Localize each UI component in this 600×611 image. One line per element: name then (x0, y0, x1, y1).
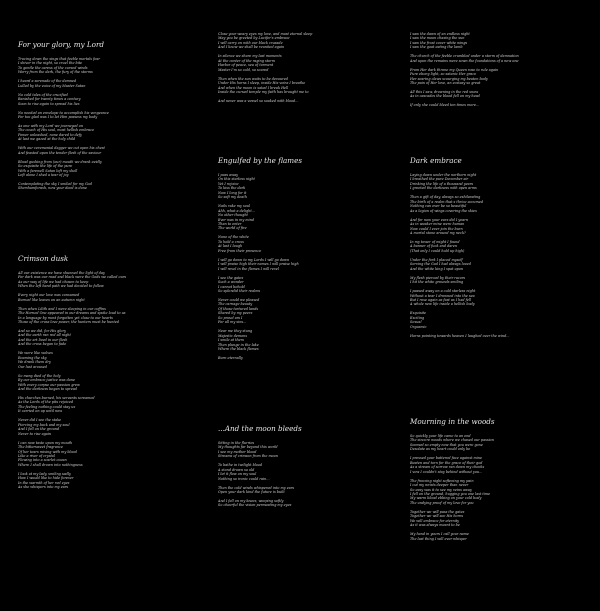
lyric-line: His churches burned, his servants screamed (18, 395, 95, 400)
lyric-line: Worry from the dark, the fury of the storms (18, 70, 93, 75)
stanza (410, 240, 596, 253)
stanza (18, 307, 208, 325)
stanza (18, 124, 208, 142)
lyric-line: Soon to rise again to spread his lies (18, 101, 80, 106)
lyric-line: Never to rise again (18, 431, 52, 436)
stanza (18, 329, 208, 347)
lyric-line: Horns pointing towards heaven I laughed over the wind... (410, 333, 510, 338)
lyric-line: The pain of Her love, an ecstasy so great (410, 81, 481, 86)
stanza (18, 293, 208, 302)
lyric-line: And when the moon is sated I break Hell (218, 85, 289, 90)
lyric-line: As she whispers into my ears (18, 485, 69, 490)
lyric-line: Exciting (410, 315, 425, 320)
lyric-line: Then when the sun waits to be devoured (218, 76, 288, 81)
lyric-line: The feeling nothing could stay us (18, 404, 76, 409)
lyric-line: So splendid their realms (218, 288, 261, 293)
stanza (218, 276, 404, 294)
lyric-line: With our ceremonial dagger we cut open his chest (18, 146, 105, 151)
song-section (218, 32, 404, 108)
song-section (18, 254, 208, 494)
lyric-line: May you be greeted by Lucifer's embrace (218, 36, 290, 41)
stanza (410, 434, 596, 452)
lyric-line: All this I saw, drowning in the red snow (410, 90, 479, 95)
stanza (410, 334, 596, 338)
lyric-line: I fell on the ground, hugging you one last time (410, 491, 491, 496)
lyric-line: Of those tortured lands (218, 306, 259, 311)
lyric-line: And upon the remains were sown the foundations of a new one (410, 58, 519, 63)
lyric-line: And the white king I spat upon (410, 266, 464, 271)
stanza (410, 289, 596, 307)
lyric-line: My flesh pierced by their razors (410, 275, 466, 280)
lyric-line: No cold tales of the crucified (18, 92, 68, 97)
lyric-line: From Her dark throne my Queen rose to rule again (410, 67, 499, 72)
lyric-line: Open your dark kind the future is built (218, 490, 285, 495)
lyric-line: So easy was it to see my veins away (410, 487, 472, 492)
lyric-line: Seemed so empty now that you were gone (410, 442, 483, 447)
lyric-line: Together we will pass the gates (410, 509, 465, 514)
lyric-line: The sincere woods where we chased our passion (410, 438, 494, 443)
stanza (218, 204, 404, 231)
lyric-line: I will carry on with our black crusade (218, 40, 283, 45)
stanza (18, 374, 208, 392)
lyric-line: I shiver in the night, so cruel the bite (18, 61, 83, 66)
lyric-line: Then a gift of day, always so exhilarating (410, 195, 481, 200)
stanza (410, 68, 596, 86)
lyric-line: Flowing into a scarlet ocean (18, 458, 67, 463)
lyric-line: So exquisite the life of the pure (18, 164, 73, 169)
lyric-line: Near me they stung (218, 329, 253, 334)
lyric-line: Drinking the life of a thousand years (410, 181, 474, 186)
lyric-line: Streams of crimson from the moon (218, 454, 278, 459)
stanza (218, 486, 404, 495)
lyric-line: Orgasmic (410, 324, 427, 329)
lyric-line: Her searing claws scourging my beaten body (410, 76, 488, 81)
song-section (410, 32, 596, 112)
stanza (218, 499, 404, 508)
lyric-line: A whole new life inside a hellish body (410, 302, 475, 307)
lyric-line: (That only I could hold up high) (410, 248, 465, 253)
song-title: Crimson dusk (18, 254, 69, 263)
lyric-line: None of the white (218, 235, 249, 240)
lyric-line: Roaming the sky (18, 355, 47, 360)
lyric-line: How I would like to hide forever (18, 476, 74, 481)
lyric-line: In a language by most forgotten yet close to our hearts (18, 315, 113, 320)
lyric-line: Power unleashed, none dared to defy (18, 132, 82, 137)
lyric-line: I cannot behold (218, 284, 245, 289)
lyric-line: Majestic demons (218, 333, 248, 338)
lyric-line: As it was always meant to be (410, 523, 460, 528)
song-title: Engulfed by the flames (218, 156, 303, 165)
lyric-line: Banished for twenty times a century (18, 97, 81, 102)
lyric-line: Burned like leaves on an autumn night (18, 297, 85, 302)
lyric-line: For all my sins... (218, 320, 247, 325)
lyric-line: And the art lived in our flesh (18, 337, 68, 342)
lyric-line: We will embrace for eternity (410, 518, 460, 523)
lyric-line: I pressed your battered face against mine (410, 456, 482, 461)
lyric-line: I pass away (218, 173, 239, 177)
lyric-line: The world of fire (218, 226, 247, 231)
song-section (218, 424, 404, 512)
lyric-line: I cut my wrists deeper than never (410, 483, 469, 488)
lyric-line: I saw the goat eating the lamb (410, 45, 463, 50)
stanza (18, 351, 208, 369)
lyric-line: Left alone I shed a tear of joy (18, 173, 69, 178)
stanza (18, 146, 208, 155)
lyric-line: I saw the dawn of an endless night (410, 32, 470, 36)
lyric-line: Together we will see His horns (410, 514, 464, 519)
lyric-line: Those of the cross love power, the hunters must be hunted (18, 320, 119, 325)
lyric-line: No needed an envelope to accomplish his vengeance (18, 110, 109, 115)
lyric-line: Serving the God I had always loved (410, 262, 471, 267)
lyric-line: All our existence we have shunned the light of day (18, 271, 105, 275)
lyric-line: As one with my Lord we journeyed on (18, 123, 84, 128)
lyric-line: Ever was in my mind (218, 217, 255, 222)
lyric-line: And I fell on my knees, weeping softly (218, 499, 284, 504)
lyric-line: As a stream of sorrow ran down my cheeks (410, 465, 485, 470)
lyric-line: Under the fork I placed myself (410, 257, 463, 262)
lyric-line: And I fell on the ground (18, 427, 60, 432)
lyric-line: The undying proof of my love for you (410, 500, 474, 505)
lyric-line: Sitting in the flurries (218, 441, 255, 445)
lyric-line: Without a tear I drowned into the sea (410, 293, 475, 298)
lyric-line: Of her tears mixing with my blood (18, 449, 77, 454)
stanza (218, 329, 404, 351)
stanza (410, 276, 596, 285)
song-section (410, 156, 596, 343)
lyric-line: My hand in yours I call your name (410, 532, 469, 537)
lyric-line: The birth of a realm that s thrice accursed (410, 199, 484, 204)
lyric-line: I see the gates (218, 275, 244, 280)
lyric-line: To kiss the dark (218, 186, 246, 191)
lyric-line: And never was a vessel so soaked with blood... (218, 98, 299, 103)
stanza (410, 258, 596, 271)
lyric-line: Shemhamforash, now your deed is done (18, 186, 87, 191)
stanza (410, 456, 596, 474)
lyric-line: The couch of His soul, most hellish embrace (18, 128, 95, 133)
lyric-line: So soft my death (218, 195, 247, 200)
lyric-line: Blood gushing from (our) mouth we drank avidly (18, 159, 102, 164)
lyric-line: Burn eternally (218, 355, 243, 360)
song-title: Mourning in the woods (410, 417, 495, 426)
lyric-line: Where I shall drown into nothingness (18, 462, 83, 467)
lyric-line: A banner of fuck and daren (410, 244, 458, 249)
stanza (218, 298, 404, 325)
lyric-line: Never did I see the stake (18, 418, 62, 423)
lyric-line: And I know we shall be reunited again (218, 45, 285, 50)
lyric-line: And the earth ran red all night (18, 333, 71, 338)
lyric-line: Contemplating the sky I smiled for my God (18, 182, 92, 187)
lyric-line: It carried on up until now (18, 409, 63, 414)
lyric-line: To gentle the caress of the cursed winds (18, 65, 88, 70)
lyric-line: Shared by my peers (218, 311, 253, 316)
stanza (410, 195, 596, 213)
lyric-line: Our lust aroused (18, 364, 47, 369)
lyric-line: And the cross began to fade (18, 342, 67, 347)
stanza (218, 463, 404, 481)
lyric-line: I will praise high their names I will praise high (218, 262, 299, 267)
stanza (410, 218, 596, 236)
song-section (218, 156, 404, 365)
stanza (18, 396, 208, 414)
lyric-line: As a legion of wings covering the skies (410, 208, 477, 213)
lyric-line: Exquisite (410, 311, 427, 316)
lyric-line: My thoughts far beyond this world (218, 445, 278, 450)
lyric-line: Such a wonder (218, 280, 244, 285)
stanza (410, 54, 596, 63)
stanza (218, 356, 404, 360)
lyric-line: For dark was our road and black were the Gods we called ours (18, 275, 127, 280)
stanza (410, 90, 596, 99)
lyric-line: The bittersweet fragrance (18, 445, 64, 450)
lyric-line: Free from their presence (218, 248, 262, 253)
lyric-line: In silence we share my last moments (218, 54, 282, 59)
song-title: For your glory, my Lord (18, 40, 105, 49)
stanza (18, 441, 208, 468)
lyric-line: So quickly your life came to an end (410, 434, 471, 438)
lyric-line: I see my mother blood (218, 449, 257, 454)
lyric-line: I saw the frost cover white wings (410, 40, 468, 45)
lyric-line: As in cascades the blood fell on my head (410, 94, 480, 99)
stanza (410, 479, 596, 506)
lyric-line: Ahh, what a delight... (218, 208, 255, 213)
stanza (218, 32, 404, 50)
lyric-line: With every corpse our passion grew (18, 382, 80, 387)
lyric-line: Nails rake my soul (218, 204, 251, 209)
stanza (410, 173, 596, 191)
lyric-line: Nothing can ever be so beautiful (410, 204, 467, 209)
lyric-line: And so we did, for His glory (18, 329, 66, 334)
lyric-line: And feasted upon the tender flesh of the saviour (18, 150, 102, 155)
lyric-line: Desolate as my heart could only be (410, 447, 471, 452)
lyric-line: I vow I couldn't stay behind without you... (410, 469, 483, 474)
lyric-line: Under His horns I sleep, inside His veins I breathe (218, 81, 306, 86)
lyric-line: I saw the moon chasing the sun (410, 36, 465, 41)
lyric-line: Pure ebony light, so satanic Her grace (410, 72, 477, 77)
stanza (18, 271, 208, 289)
lyric-line: I will go down to my Lords I will go down (218, 257, 290, 262)
lyric-line: The Horned One appeared in our dreams and spoke loud to us (18, 311, 126, 316)
lyric-line: If only she could bleed ten times more... (410, 103, 480, 108)
lyric-line: Beaten and torn for the grace of their god (410, 460, 483, 465)
lyric-line: Inside the cursed temple my faith has brought me to (218, 89, 309, 94)
song-title: ...And the moon bleeds (218, 424, 302, 433)
lyric-line: As the Lords of the pits rejoiced (18, 400, 74, 405)
lyric-line: The freezing night softening my pain (410, 478, 474, 483)
lyric-line: I passed away on a cold starless night (410, 289, 476, 294)
lyric-line: On this starless night (218, 177, 255, 182)
lyric-line: Than to enter (218, 222, 242, 227)
lyric-line: Then the cold winds whispered into my ears (218, 485, 295, 490)
lyric-line: Now could I ever join the burn (410, 226, 463, 231)
lyric-line: I look at my lady, smiling sadly (18, 471, 71, 476)
lyric-line: Master I'm so cold, so scared (218, 67, 269, 72)
lyric-line: As our way of life we had chosen to keep (18, 279, 89, 284)
lyric-line: Where the black flames (218, 346, 259, 351)
lyric-line: In my tower of might I found (410, 239, 460, 244)
lyric-line: At the center of the raging storm (218, 58, 275, 63)
lyric-line: Close your weary eyes my love, and most eternal sleep (218, 32, 313, 36)
lyric-line: My warm blood ebbing on your cold body (410, 496, 482, 501)
stanza (218, 173, 404, 200)
lyric-line: When the left hand path we had decided to follow (18, 284, 104, 289)
stanza (18, 111, 208, 120)
lyric-line: I let it flow on my soul (218, 472, 257, 477)
song-section (18, 40, 208, 195)
lyric-line: To hold a cross (218, 239, 244, 244)
lyric-line: I smile at them (218, 338, 244, 343)
lyric-line: In the warmth of her red eyes (18, 480, 70, 485)
lyric-line: So many died of the holy (18, 373, 61, 378)
lyric-line: The church of the feeble crumbled under a storm of damnation (410, 54, 519, 59)
lyric-line: Every night our love was consumed (18, 293, 80, 298)
lyric-line: Yet I rejoice (218, 181, 239, 186)
lyric-line: So cheerful the vision permeating my eyes (218, 503, 292, 508)
lyric-line: Lulled by the voice of my Master Satan (18, 83, 86, 88)
stanza (18, 79, 208, 88)
stanza (218, 258, 404, 271)
lyric-line: I greeted the darkness with open arms (410, 186, 477, 191)
lyric-line: Sexual (410, 320, 422, 325)
lyric-line: I can now taste upon my mouth (18, 440, 73, 445)
stanza (18, 418, 208, 436)
lyric-line: Nothing so ironic could rain... (218, 476, 270, 481)
lyric-line: And the darkness began to spread (18, 387, 77, 392)
lyric-line: At last we gazed at the holy child (18, 137, 76, 142)
stanza (218, 99, 404, 103)
lyric-line: Then when Lilith and I were sleeping in our coffins (18, 306, 106, 311)
lyric-line: I heard a serenade of the damned (18, 79, 77, 84)
lyric-line: To bathe in twilight blood (218, 463, 263, 468)
stanza (18, 93, 208, 106)
lyric-line: Harbor of peace, sea of torment (218, 63, 274, 68)
stanza (18, 472, 208, 490)
lyric-line: Tracing down the sings that feeble mortals fear (18, 57, 101, 61)
lyric-line: As in weaker mine were human (410, 222, 465, 227)
lyric-line: So proud am I (218, 315, 243, 320)
lyric-line: The carnage beauty (218, 302, 253, 307)
lyric-line: But I rose again as fast as I had fell (410, 297, 472, 302)
lyric-line: I hit the white grounds smiling (410, 280, 464, 285)
stanza (218, 77, 404, 95)
lyric-line: I breathed the pure December air (410, 177, 469, 182)
lyric-line: By our embrace justice was done (18, 378, 75, 383)
stanza (18, 182, 208, 191)
lyric-line: With a farewell Satan left my shell (18, 168, 78, 173)
stanza (18, 160, 208, 178)
stanza (218, 54, 404, 72)
stanza (218, 441, 404, 459)
lyric-line: A stond drown so old (218, 467, 255, 472)
lyric-line: The last thing I will ever whisper (410, 536, 467, 541)
lyric-line: Like a river of crystal (18, 453, 55, 458)
lyric-line: A mortal stone around my neck? (410, 230, 466, 235)
lyric-line: We drank them dry (18, 360, 51, 365)
stanza (410, 510, 596, 528)
stanza (410, 311, 596, 329)
lyric-line: I will revel in the flames I will revel (218, 266, 279, 271)
lyric-line: Then plunge in the lake (218, 342, 259, 347)
lyric-line: Never could we pleased (218, 297, 260, 302)
stanza (18, 57, 208, 75)
lyric-line: Piercing my back and my soul (18, 422, 70, 427)
lyric-line: At last I laugh (218, 244, 243, 249)
lyric-line: Laying down under the northern night (410, 173, 477, 177)
lyric-line: No other thought (218, 213, 248, 218)
song-title: Dark embrace (410, 156, 462, 165)
lyric-line: We were like wolves (18, 351, 53, 356)
lyric-line: For too glad was I to let Him possess my body (18, 115, 98, 120)
lyric-line: Now I long for it (218, 190, 247, 195)
song-section (410, 417, 596, 546)
lyric-line: And for now your ears did I yearn (410, 217, 469, 222)
stanza (218, 235, 404, 253)
stanza (410, 32, 596, 50)
stanza (410, 532, 596, 541)
stanza (410, 103, 596, 107)
